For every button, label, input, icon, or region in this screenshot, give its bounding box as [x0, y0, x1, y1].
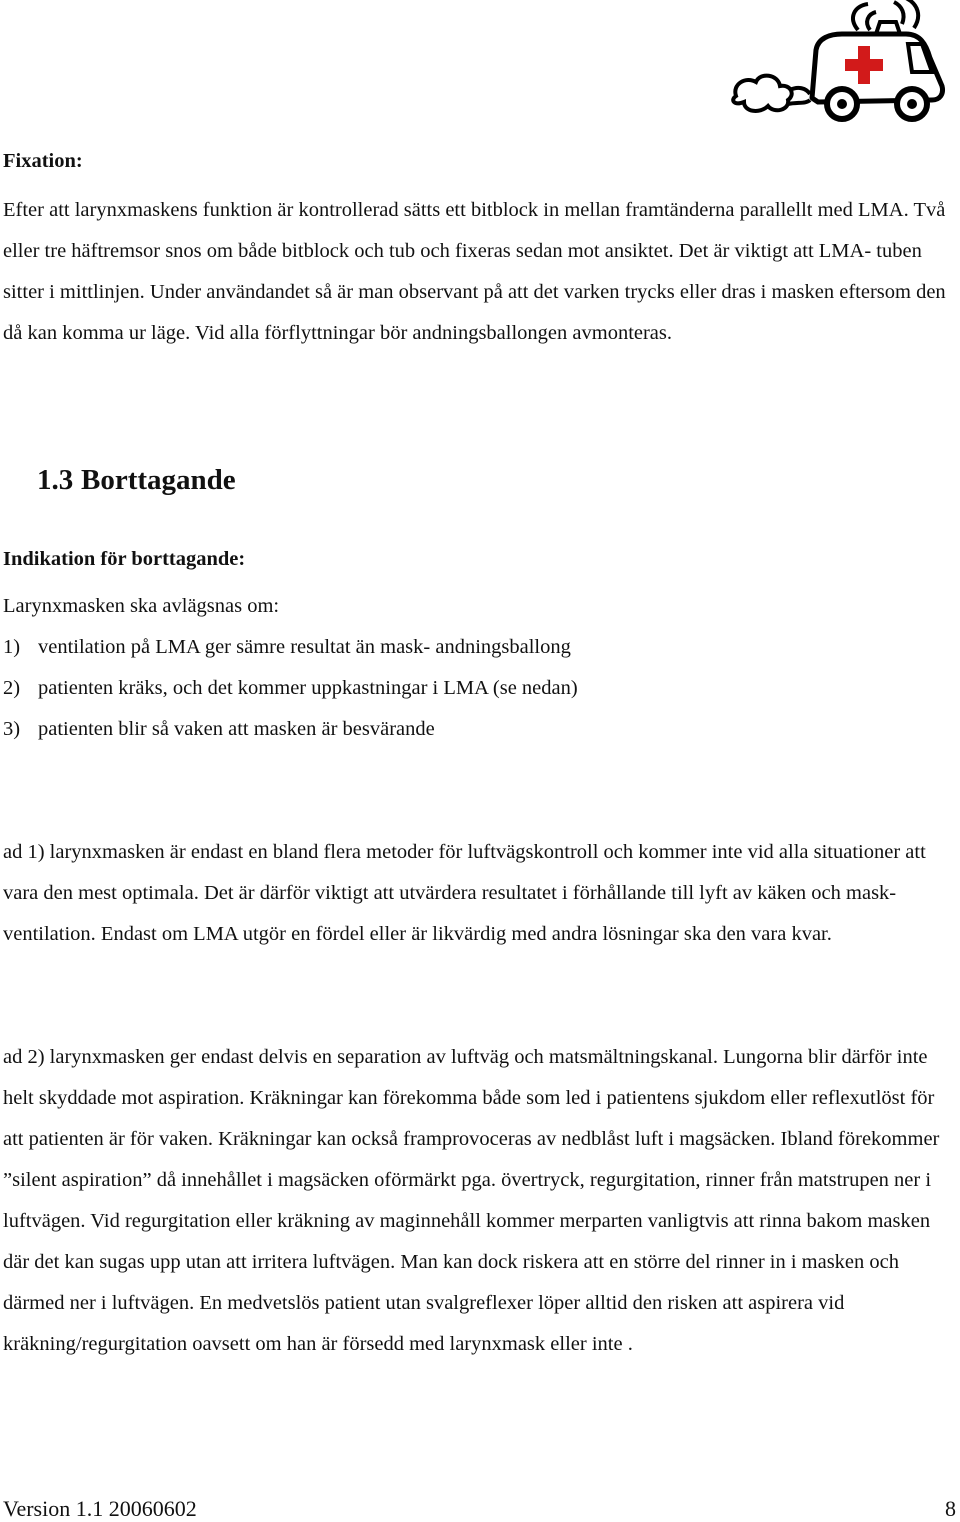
section-heading — [37, 464, 236, 497]
list-item — [3, 677, 578, 700]
list-item-text: patienten kräks, och det kommer uppkastningar i LMA (se nedan) — [38, 677, 578, 699]
fixation-paragraph: Efter att larynxmaskens funktion är kontrollerad sätts ett bitblock in mellan framtänderna parallellt med LMA. Två eller tre häftremsor snos om både bitblock och tub och fixeras sedan mot ansiktet. Det är viktigt att LMA- tuben sitter i mittlinjen. Under användandet så är man observant på att det varken trycks eller dras i masken eftersom den då kan komma ur läge. Vid alla förflyttningar bör andningsballongen avmonteras. — [3, 199, 946, 344]
indication-heading: Indikation för borttagande: — [3, 548, 246, 570]
ad1-paragraph: ad 1) larynxmasken är endast en bland flera metoder för luftvägskontroll och kommer inte vid alla situationer att vara den mest optimala. Det är därför viktigt att utvärdera resultatet i förhållande till lyft av käken och mask-ventilation. Endast om LMA utgör en fördel eller är likvärdig med andra lösningar ska den vara kvar. — [3, 841, 926, 945]
footer-version: Version 1.1 20060602 — [3, 1496, 197, 1521]
ambulance-logo — [730, 0, 952, 130]
footer-page-number: 8 — [945, 1496, 956, 1521]
fixation-heading: Fixation: — [3, 150, 83, 172]
list-item-number: 1) — [3, 636, 21, 658]
list-item-text: ventilation på LMA ger sämre resultat än mask- andningsballong — [38, 636, 571, 658]
ad2-paragraph: ad 2) larynxmasken ger endast delvis en separation av luftväg och matsmältningskanal. Lungorna blir därför inte helt skyddade mot aspiration. Kräkningar kan förekomma både som led i patientens sjukdom eller reflexutlöst för att patienten är för vaken. Kräkningar kan också framprovoceras av nedblåst luft i magsäcken. Ibland förekommer ”silent aspiration” då innehållet i magsäcken oförmärkt pga. övertryck, regurgitation, rinner från matstrupen ner i luftvägen. Vid regurgitation eller kräkning av maginnehåll kommer merparten vanligtvis att rinna bakom masken där det kan sugas upp utan att irritera luftvägen. Man kan dock riskera att en större del rinner in i masken och därmed ner i luftvägen. En medvetslös patient utan svalgreflexer löper alltid den risken att aspirera vid kräkning/regurgitation oavsett om han är försedd med larynxmask eller inte . — [3, 1046, 940, 1355]
list-item — [3, 718, 435, 741]
section-number: 1.3 — [37, 464, 74, 496]
indication-intro: Larynxmasken ska avlägsnas om: — [3, 595, 280, 617]
list-item-text: patienten blir så vaken att masken är besvärande — [38, 718, 435, 740]
list-item-number: 3) — [3, 718, 21, 740]
section-title: Borttagande — [81, 464, 236, 496]
list-item-number: 2) — [3, 677, 21, 699]
list-item — [3, 636, 571, 659]
